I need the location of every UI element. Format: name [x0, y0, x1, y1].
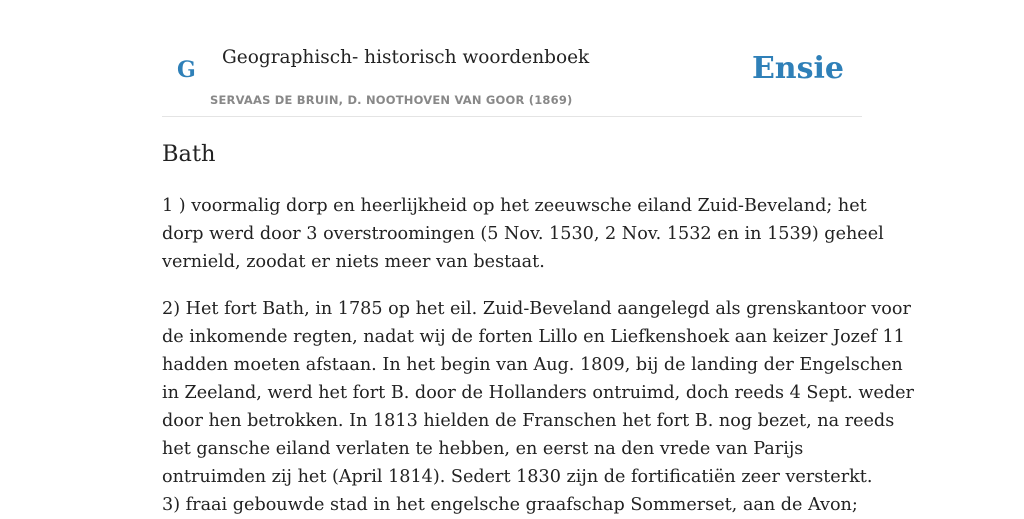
text-line: 2) Het fort Bath, in 1785 op het eil. Zuid-Beveland aangelegd als grenskantoor voor	[162, 299, 911, 319]
dictionary-authors: SERVAAS DE BRUIN, D. NOOTHOVEN VAN GOOR (1869)	[210, 93, 573, 107]
entry-body	[162, 192, 914, 519]
ensie-logo-link[interactable]: Ensie	[751, 51, 844, 86]
text-line: ontruimden zij het (April 1814). Sedert 1830 zijn de fortificatiën zeer versterkt.	[162, 467, 873, 487]
dictionary-title[interactable]: Geographisch- historisch woordenboek	[222, 47, 590, 68]
letter-index-link[interactable]: G	[177, 57, 196, 83]
text-line: dorp werd door 3 overstroomingen (5 Nov. 1530, 2 Nov. 1532 en in 1539) geheel	[162, 224, 884, 244]
entry-paragraph-1	[162, 192, 884, 276]
text-line: de inkomende regten, nadat wij de forten Lillo en Liefkenshoek aan keizer Jozef 11	[162, 327, 905, 347]
text-line: 3) fraai gebouwde stad in het engelsche graafschap Sommerset, aan de Avon;	[162, 495, 858, 515]
text-line: 1 ) voormalig dorp en heerlijkheid op het zeeuwsche eiland Zuid-Beveland; het	[162, 196, 867, 216]
text-line: door hen betrokken. In 1813 hielden de Franschen het fort B. nog bezet, na reeds	[162, 411, 895, 431]
entry-paragraph-2	[162, 295, 914, 519]
text-line: het gansche eiland verlaten te hebben, en eerst na den vrede van Parijs	[162, 439, 804, 459]
text-line: hadden moeten afstaan. In het begin van Aug. 1809, bij de landing der Engelschen	[162, 355, 903, 375]
site-header	[162, 0, 862, 117]
entry-title: Bath	[162, 141, 216, 167]
text-line: in Zeeland, werd het fort B. door de Hollanders ontruimd, doch reeds 4 Sept. weder	[162, 383, 914, 403]
text-line: vernield, zoodat er niets meer van bestaat.	[162, 252, 545, 272]
